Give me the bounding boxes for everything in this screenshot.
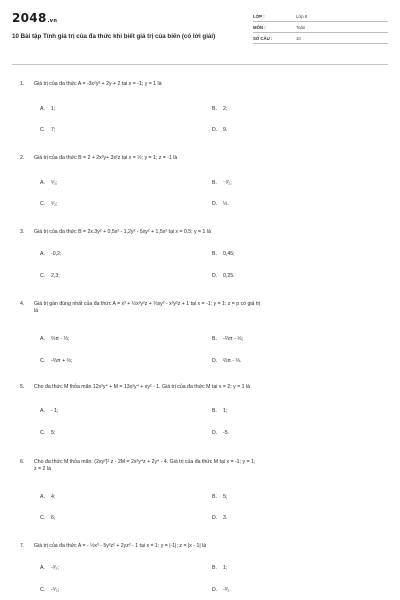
site-logo[interactable] xyxy=(12,11,57,26)
question-text: Giá trị của đa thức B = 2 + 2x³y+ 3x²z tại x = ½; y = 1; z = -1 là xyxy=(34,155,178,161)
document-header xyxy=(12,11,388,57)
option-a[interactable]: A. -0,2; xyxy=(40,251,62,257)
meta-row-subject xyxy=(253,22,388,33)
option-b[interactable]: B. 0,45; xyxy=(212,251,235,257)
option-a[interactable]: A. 4; xyxy=(40,494,56,500)
option-d[interactable]: D. 9. xyxy=(212,127,228,133)
question-text: Giá trị của đa thức A = - ½x³ - 5y²z² + 2yz² - 1 tại x = 1; y = |-1|; z = |x - 1| là xyxy=(34,543,207,549)
question-text: Giá trị của đa thức A = -3x²y² + 2y + 2 tại x = -1; y = 1 là xyxy=(34,81,162,87)
question-number: 5. xyxy=(20,384,25,390)
question-text: Giá trị gần đúng nhất của đa thức A = x³ + ½x²y²z + ⅓xy³ - x²y²z + 1 tại x = -1; y = 1; z = p có giá trị là xyxy=(34,301,261,314)
meta-value: Toán xyxy=(296,25,306,30)
page-title: 10 Bài tập Tính giá trị của đa thức khi biết giá trị của biến (có lời giải) xyxy=(12,33,216,40)
question-text: Cho đa thức M thỏa mãn: (2xy²)² z - 2M = 2x²y⁴z + 2y⁴ - 4. Giá trị của đa thức M tại x = -1; y = 1; z = 2 là xyxy=(34,459,256,472)
option-b[interactable]: B. ⁻³⁄₂; xyxy=(212,180,232,186)
meta-row-count xyxy=(253,33,388,44)
meta-key: SỐ CÂU : xyxy=(253,36,273,41)
option-c[interactable]: C. -⁵⁄₂; xyxy=(40,587,60,593)
option-b[interactable]: B. 5; xyxy=(212,494,228,500)
option-b[interactable]: B. 2; xyxy=(212,106,228,112)
meta-key: LỚP : xyxy=(253,14,265,19)
option-b[interactable]: B. 1; xyxy=(212,565,228,571)
option-c[interactable]: C. 5; xyxy=(40,430,56,436)
option-c[interactable]: C. -⅔π + ⅓; xyxy=(40,358,73,364)
question-text: Giá trị của đa thức B = 2x.3y² + 0,5x² - 1,2y² - 5xy² + 1,5x² tại x = 0,5; y = 1 là xyxy=(34,229,211,235)
question-text: Cho đa thức M thỏa mãn 12x²y⁴ + M = 13x²y⁴ + xy² - 1. Giá trị của đa thức M tại x = 2; y = 1 là xyxy=(34,384,250,390)
option-c[interactable]: C. ⁵⁄₂; xyxy=(40,201,58,207)
option-a[interactable]: A. - 1; xyxy=(40,408,59,414)
option-b[interactable]: B. 1; xyxy=(212,408,228,414)
option-a[interactable]: A. ⅔π - ⅓; xyxy=(40,336,70,342)
meta-row-class xyxy=(253,11,388,22)
option-c[interactable]: C. 7; xyxy=(40,127,56,133)
meta-value: Lớp 8 xyxy=(296,14,308,19)
option-a[interactable]: A. 1; xyxy=(40,106,56,112)
question-number: 2. xyxy=(20,155,25,161)
option-d[interactable]: D. ½. xyxy=(212,201,229,207)
meta-table xyxy=(253,11,388,44)
option-d[interactable]: D. -5. xyxy=(212,430,230,436)
question-number: 6. xyxy=(20,459,25,465)
option-a[interactable]: A. ⁵⁄₂; xyxy=(40,180,58,186)
option-d[interactable]: D. 0,25. xyxy=(212,273,235,279)
meta-value: 10 xyxy=(296,36,301,41)
question-number: 3. xyxy=(20,229,25,235)
logo-name: 2048 xyxy=(12,11,47,25)
option-d[interactable]: D. -³⁄₂. xyxy=(212,587,231,593)
option-d[interactable]: D. ⅔π - ⅓. xyxy=(212,358,242,364)
question-number: 7. xyxy=(20,543,25,549)
option-a[interactable]: A. -³⁄₂; xyxy=(40,565,59,571)
question-number: 1. xyxy=(20,81,25,87)
logo-suffix: .vn xyxy=(47,18,58,24)
question-number: 4. xyxy=(20,301,25,307)
meta-key: MÔN : xyxy=(253,25,266,30)
option-c[interactable]: C. 2,3; xyxy=(40,273,60,279)
header-divider xyxy=(12,64,388,65)
option-c[interactable]: C. 6; xyxy=(40,515,56,521)
option-b[interactable]: B. -⅔π - ⅓; xyxy=(212,336,244,342)
option-d[interactable]: D. 3. xyxy=(212,515,228,521)
